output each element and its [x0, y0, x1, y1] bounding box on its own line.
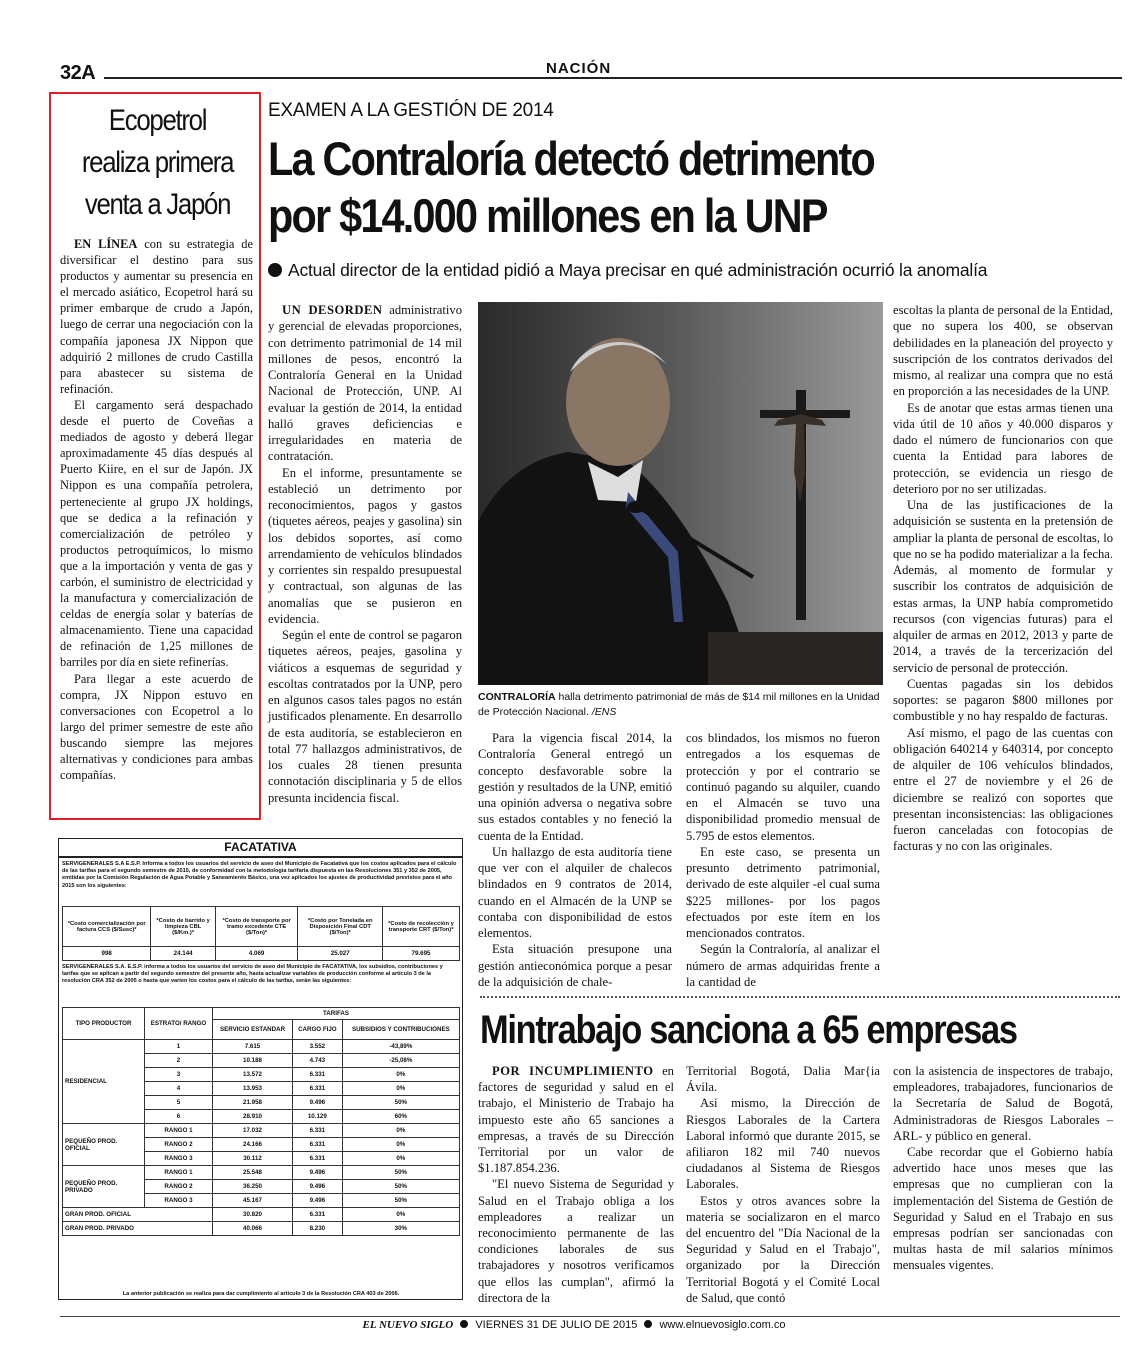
table-cell: 3 — [145, 1068, 213, 1082]
mintrabajo-column-2 — [686, 1063, 880, 1306]
table-cell: 50% — [342, 1096, 459, 1110]
main-photo — [478, 302, 883, 685]
table-cell: 4.743 — [293, 1054, 343, 1068]
table-cell: 28.910 — [213, 1110, 293, 1124]
official-portrait-image — [478, 302, 883, 685]
table-cell: 50% — [342, 1166, 459, 1180]
main-col3-paragraph-3: Según la Contraloría, al analizar el número de armas adquiridas frente a la cantidad de — [686, 942, 880, 989]
main-col1-paragraph-2: En el informe, presuntamente se estableció un detrimento por reconocimientos, pagos y gastos (tiquetes aéreos, peajes y gasolina) sin los debidos soportes, así como arrendamiento de vehículos blindados y corrientes sin respaldo presupuestal y contractual, son algunas de las anomalías que se pusieron en evidencia. — [268, 465, 462, 626]
cost-value: 24.144 — [151, 947, 215, 961]
table-cell: 6.331 — [293, 1152, 343, 1166]
table-cell: 30.820 — [213, 1208, 293, 1222]
page-footer — [0, 1319, 1148, 1331]
mintrabajo-rule — [480, 996, 1120, 998]
main-col4-paragraph-1: escoltas la planta de personal de la Entidad, que no supera los 400, se observan debilidades en la planeación del proyecto y suscripción de los contratos derivados del mismo, al realizar una compra que no está en proporción a las necesidades de la UNP. — [893, 303, 1113, 399]
mintrabajo-col3-paragraph-1: con la asistencia de inspectores de trabajo, empleadores, trabajadores, funcionarios de la Secretaría de Salud de Bogotá, Administradoras de Riesgos Laborales –ARL- y público en general. — [893, 1064, 1113, 1143]
facatativa-footnote: La anterior publicación se realiza para dar cumplimiento al artículo 3 de la Resolución CRA 403 de 2006. — [122, 1291, 400, 1297]
cost-header: *Costo de transporte por tramo excedente CTE ($/Ton)* — [215, 907, 298, 947]
caption-lead: CONTRALORÍA — [478, 691, 556, 703]
story-kicker: EXAMEN A LA GESTIÓN DE 2014 — [268, 100, 554, 121]
main-col1-paragraph-1: administrativo y gerencial de elevadas proporciones, con detrimento patrimonial de 14 mil millones de pesos, encontró la Contraloría General en la Unidad Nacional de Protección, UNP. Al evaluar la gestión de 2014, la entidad halló graves deficiencias e irregularidades en materia de contratación. — [268, 303, 462, 464]
table-cell: 2 — [145, 1054, 213, 1068]
main-headline-line-1: La Contraloría detectó detrimento — [268, 132, 875, 185]
facatativa-title-rule — [58, 856, 463, 858]
footer-url[interactable]: www.elnuevosiglo.com.co — [659, 1319, 786, 1331]
page-number: 32A — [60, 62, 96, 84]
col-estrato: ESTRATO/ RANGO — [145, 1008, 213, 1040]
table-cell: 0% — [342, 1152, 459, 1166]
group-label: RESIDENCIAL — [63, 1040, 145, 1124]
table-cell: RANGO 2 — [145, 1180, 213, 1194]
table-cell: 21.958 — [213, 1096, 293, 1110]
table-cell: 3.552 — [293, 1040, 343, 1054]
table-cell: 13.953 — [213, 1082, 293, 1096]
table-cell: 50% — [342, 1194, 459, 1208]
col-subsidios: SUBSIDIOS Y CONTRIBUCIONES — [342, 1020, 459, 1040]
table-cell: 24.166 — [213, 1138, 293, 1152]
ecopetrol-paragraph-1: con su estrategia de diversificar el destino para sus productos y aumentar su presencia en el mercado asiático, Ecopetrol hará su primer embarque de crudo a Japón, luego de cerrar una negociación con la compañía japonesa JX Nippon que adquirió 2 millones de crudo Castilla para abastecer su sistema de refinación. — [60, 237, 253, 396]
table-cell: 60% — [342, 1110, 459, 1124]
cost-value: 25.027 — [298, 947, 383, 961]
table-cell: RANGO 1 — [145, 1124, 213, 1138]
col-tarifas: TARIFAS — [213, 1008, 460, 1020]
table-cell: 40.066 — [213, 1222, 293, 1236]
facatativa-title: FACATATIVA — [224, 840, 297, 854]
cost-header: *Costo de barrido y limpieza CBL ($/Km.)* — [151, 907, 215, 947]
table-cell: 6.331 — [293, 1068, 343, 1082]
main-column-1 — [268, 302, 462, 806]
main-column-4 — [893, 302, 1113, 855]
table-cell: -25,08% — [342, 1054, 459, 1068]
main-column-3 — [686, 730, 880, 990]
table-cell: 9.496 — [293, 1194, 343, 1208]
col-cargo: CARGO FIJO — [293, 1020, 343, 1040]
footer-rule — [60, 1316, 1120, 1317]
main-col4-paragraph-4: Cuentas pagadas sin los debidos soportes: se pagaron $800 millones por combustible y no hay respaldo de facturas. — [893, 676, 1113, 724]
table-cell: -43,89% — [342, 1040, 459, 1054]
table-cell: 9.496 — [293, 1180, 343, 1194]
main-col1-paragraph-3: Según el ente de control se pagaron tiquetes aéreos, peajes, gasolina y viáticos a esquemas de seguridad y escoltas contratados por la UNP, pero en algunos casos tales pagos no están justificados plenamente. En desarrollo de esta auditoría, se establecieron en total 77 hallazgos administrativos, de los cuales 28 tienen presunta connotación disciplinaria y 5 de ellos presunta incidencia fiscal. — [268, 628, 462, 805]
table-cell: RANGO 3 — [145, 1194, 213, 1208]
cost-header: *Costo comercialización por factura CCS ($/Susc)* — [63, 907, 151, 947]
cost-header: *Costo por Tonelada en Disposición Final CDT ($/Ton)* — [298, 907, 383, 947]
mintrabajo-column-3 — [893, 1063, 1113, 1274]
main-headline — [268, 130, 1025, 244]
table-cell: 30% — [342, 1222, 459, 1236]
mintrabajo-col3-paragraph-2: Cabe recordar que el Gobierno había advertido hace unos meses que las empresas que no cumplieran con la implementación del Sistema de Gestión de Seguridad y Salud en el Trabajo en sus empresas podrían ser sancionadas con multas hasta de mil salarios mínimos mensuales vigentes. — [893, 1145, 1113, 1273]
main-col2-paragraph-2: Un hallazgo de esta auditoría tiene que ver con el alquiler de chalecos blindados en 9 contratos de 2014, cuando en el Almacén de la UNP se contaba con disponibilidad de estos elementos. — [478, 844, 672, 940]
table-cell: 0% — [342, 1208, 459, 1222]
ecopetrol-body — [60, 236, 253, 783]
ecopetrol-paragraph-3: Para llegar a este acuerdo de compra, JX Nippon estuvo en conversaciones con Ecopetrol a lo largo del primer semestre de este año buscando siempre las mejores alternativas y condiciones para ambas compañías. — [60, 671, 253, 783]
table-cell: 0% — [342, 1068, 459, 1082]
table-cell: 6.331 — [293, 1082, 343, 1096]
table-cell: 9.496 — [293, 1096, 343, 1110]
table-cell: RANGO 1 — [145, 1166, 213, 1180]
table-row — [63, 1124, 460, 1138]
ecopetrol-paragraph-2: El cargamento será despachado desde el puerto de Coveñas a mediados de agosto y deberá llegar aproximadamente 45 días después al Puerto Kiire, en el sur de Japón. JX Nippon es una compañía petrolera, perteneciente al grupo JX holdings, que se dedica a la refinación y comercialización de petróleo y productos petroquímicos, lo mismo que a la importación y venta de gas y carbón, el suministro de electricidad y la manufactura y comercialización de celdas de energía solar y baterías de almacenamiento. Tiene una capacidad de refinación de 1,25 millones de barriles por día en siete refinerías. — [60, 397, 253, 670]
bullet-icon — [460, 1320, 468, 1328]
mintrabajo-col2-paragraph-2: Así mismo, la Dirección de Riesgos Laborales de la Cartera Laboral informó que durante 2015, se afiliaron 182 mil 740 nuevos ciudadanos al Sistema de Riesgos Laborales. — [686, 1096, 880, 1192]
group-label: PEQUEÑO PROD. PRIVADO — [63, 1166, 145, 1208]
facatativa-note-2: SERVIGENERALES S.A. E.S.P. informa a todos los usuarios del servicio de aseo del Municipio de FACATATIVA, los subsidios, contribuciones y tarifas que se aplican a partir del segundo semestre del presente año, hasta actualizar variables de producción conforme al artículo 3 de la resolución CRA 352 de 2005 o hasta que varíen los costos para el cálculo de las tarifas, serán las siguientes: — [62, 964, 443, 985]
table-row — [63, 1166, 460, 1180]
cost-header: *Costo de recolección y transporte CRT ($/Ton)* — [383, 907, 460, 947]
main-col3-paragraph-2: En este caso, se presenta un presunto detrimento patrimonial, derivado de este alquiler -el cual suma $225 millones- por los pagos efectuados por este ítem en los mencionados contratos. — [686, 844, 880, 940]
table-cell: 8.230 — [293, 1222, 343, 1236]
main-column-2 — [478, 730, 672, 990]
footer-date: VIERNES 31 DE JULIO DE 2015 — [475, 1319, 638, 1331]
table-cell: 0% — [342, 1124, 459, 1138]
table-cell: 1 — [145, 1040, 213, 1054]
main-col4-paragraph-2: Es de anotar que estas armas tienen una vida útil de 10 años y 40.000 disparos y dado el número de funcionarios con que cuenta la Entidad para labores de protección, se evidencia un riesgo de deterioro por no ser utilizadas. — [893, 400, 1113, 496]
caption-text: halla detrimento patrimonial de más de $14 mil millones en la Unidad de Protección Nacional. — [478, 691, 880, 718]
table-cell: 50% — [342, 1180, 459, 1194]
tarifa-table — [62, 1007, 460, 1236]
ecopetrol-headline: Ecopetrol realiza primera venta a Japón — [81, 104, 234, 221]
mintrabajo-col1-paragraph-2: "El nuevo Sistema de Seguridad y Salud en el Trabajo obliga a los empleadores a realizar un reconocimiento permanente de las condiciones laborales de sus trabajadores y nosotros verificamos que ellos las cumplan", afirmó la directora de la — [478, 1177, 674, 1305]
table-cell: 6 — [145, 1110, 213, 1124]
table-cell: 10.129 — [293, 1110, 343, 1124]
main-col4-paragraph-5: Así mismo, el pago de las cuentas con obligación 640214 y 640314, por concepto de alquiler de 106 vehículos blindados, entre el 27 de noviembre y el 26 de diciembre se realizó con soportes que presentan inconsistencias: las obligaciones fueron canceladas con fotocopias de facturas y no con las originales. — [893, 725, 1113, 854]
mintrabajo-col2-paragraph-1: Territorial Bogotá, Dalia Mar{ia Ávila. — [686, 1064, 880, 1095]
table-cell: 6.331 — [293, 1138, 343, 1152]
header-rule — [104, 77, 1122, 79]
main-headline-line-2: por $14.000 millones en la UNP — [268, 189, 827, 242]
table-cell: 17.032 — [213, 1124, 293, 1138]
cost-value: 998 — [63, 947, 151, 961]
table-cell: 0% — [342, 1138, 459, 1152]
main-subhead — [268, 260, 1138, 281]
table-cell: 13.572 — [213, 1068, 293, 1082]
main-lead: UN DESORDEN — [282, 303, 383, 317]
table-cell: 36.250 — [213, 1180, 293, 1194]
photo-caption — [478, 690, 888, 720]
table-cell: 6.331 — [293, 1208, 343, 1222]
table-cell: RANGO 2 — [145, 1138, 213, 1152]
cost-value: 79.695 — [383, 947, 460, 961]
cost-table — [62, 906, 460, 961]
table-cell: 30.112 — [213, 1152, 293, 1166]
mintrabajo-col1-paragraph-1: en factores de seguridad y salud en el trabajo, el Ministerio de Trabajo ha impuesto este año 65 sanciones a empresas, a través de su Dirección Territorial por un valor de $1.187.854.236. — [478, 1064, 674, 1176]
mintrabajo-headline: Mintrabajo sanciona a 65 empresas — [480, 1008, 1017, 1052]
col-tipo-productor: TIPO PRODUCTOR — [63, 1008, 145, 1040]
mintrabajo-col2-paragraph-3: Estos y otros avances sobre la materia se socializaron en el marco del encuentro del "Día Nacional de la Seguridad y Salud en el Trabajo", organizado por la Dirección Territorial Bogotá y el Comité Local de Salud, que contó — [686, 1193, 880, 1305]
table-cell: 5 — [145, 1096, 213, 1110]
main-col4-paragraph-3: Una de las justificaciones de la adquisición se sustenta en la pretensión de ampliar la planta de personal de escoltas, lo que no se ha podido materializar a la fecha. Además, al momento de formular y suscribir los contratos de adquisición de estas armas, la UNP había comprometido recursos (con vigencias futuras) para el alquiler de armas en 2012, 2013 y parte de 2014, a través de la tercerización del servicio de personal de protección. — [893, 498, 1113, 675]
bullet-icon — [644, 1320, 652, 1328]
main-col3-paragraph-1: cos blindados, los mismos no fueron entregados a los esquemas de protección y por el contrario se continuó pagando su alquiler, cuando en el Almacén se tuvo una disponibilidad promedio mensual de 5.795 de estos elementos. — [686, 731, 880, 843]
table-cell: 0% — [342, 1082, 459, 1096]
ecopetrol-lead: EN LÍNEA — [74, 237, 138, 251]
table-cell: 10.188 — [213, 1054, 293, 1068]
gran-oficial-label: GRAN PROD. OFICIAL — [63, 1208, 213, 1222]
main-col2-paragraph-3: Esta situación presupone una gestión antieconómica porque a pesar de la adquisición de chale- — [478, 942, 672, 989]
group-label: PEQUEÑO PROD. OFICIAL — [63, 1124, 145, 1166]
main-subhead-text: Actual director de la entidad pidió a Maya precisar en qué administración ocurrió la anomalía — [288, 260, 988, 280]
table-cell: 7.615 — [213, 1040, 293, 1054]
main-col2-paragraph-1: Para la vigencia fiscal 2014, la Contraloría General entregó un concepto desfavorable sobre la gestión y resultados de la UNP, emitió una opinión adversa o negativa sobre sus estados contables y no feneció la cuenta de la Entidad. — [478, 731, 672, 843]
table-cell: 9.496 — [293, 1166, 343, 1180]
newspaper-logo: EL NUEVO SIGLO — [362, 1319, 454, 1331]
table-row — [63, 1040, 460, 1054]
facatativa-note-1: SERVIGENERALES S.A E.S.P. Informa a todos los usuarios del servicio de aseo del Municipio de Facatativá que los costos aplicados para el cálculo de las tarifas para el segundo semestre de 2015, de conformidad con la metodología tarifaria dispuesta en las Resoluciones 351 y 352 de 2005, emitidas por la Comisión Regulación de Agua Potable y Saneamiento Básico, una vez aplicados los ajustes de productividad previstos para el año 2015 son los siguientes: — [62, 861, 457, 889]
table-cell: 45.167 — [213, 1194, 293, 1208]
table-cell: 6.331 — [293, 1124, 343, 1138]
mintrabajo-column-1 — [478, 1063, 674, 1306]
cost-value: 4.069 — [215, 947, 298, 961]
section-title: NACIÓN — [540, 60, 617, 77]
caption-credit: /ENS — [591, 706, 617, 718]
table-cell: 4 — [145, 1082, 213, 1096]
table-cell: 25.548 — [213, 1166, 293, 1180]
gran-privado-label: GRAN PROD. PRIVADO — [63, 1222, 213, 1236]
col-servicio: SERVICIO ESTANDAR — [213, 1020, 293, 1040]
bullet-icon — [268, 263, 282, 277]
table-cell: RANGO 3 — [145, 1152, 213, 1166]
mintrabajo-lead: POR INCUMPLIMIENTO — [492, 1064, 654, 1078]
